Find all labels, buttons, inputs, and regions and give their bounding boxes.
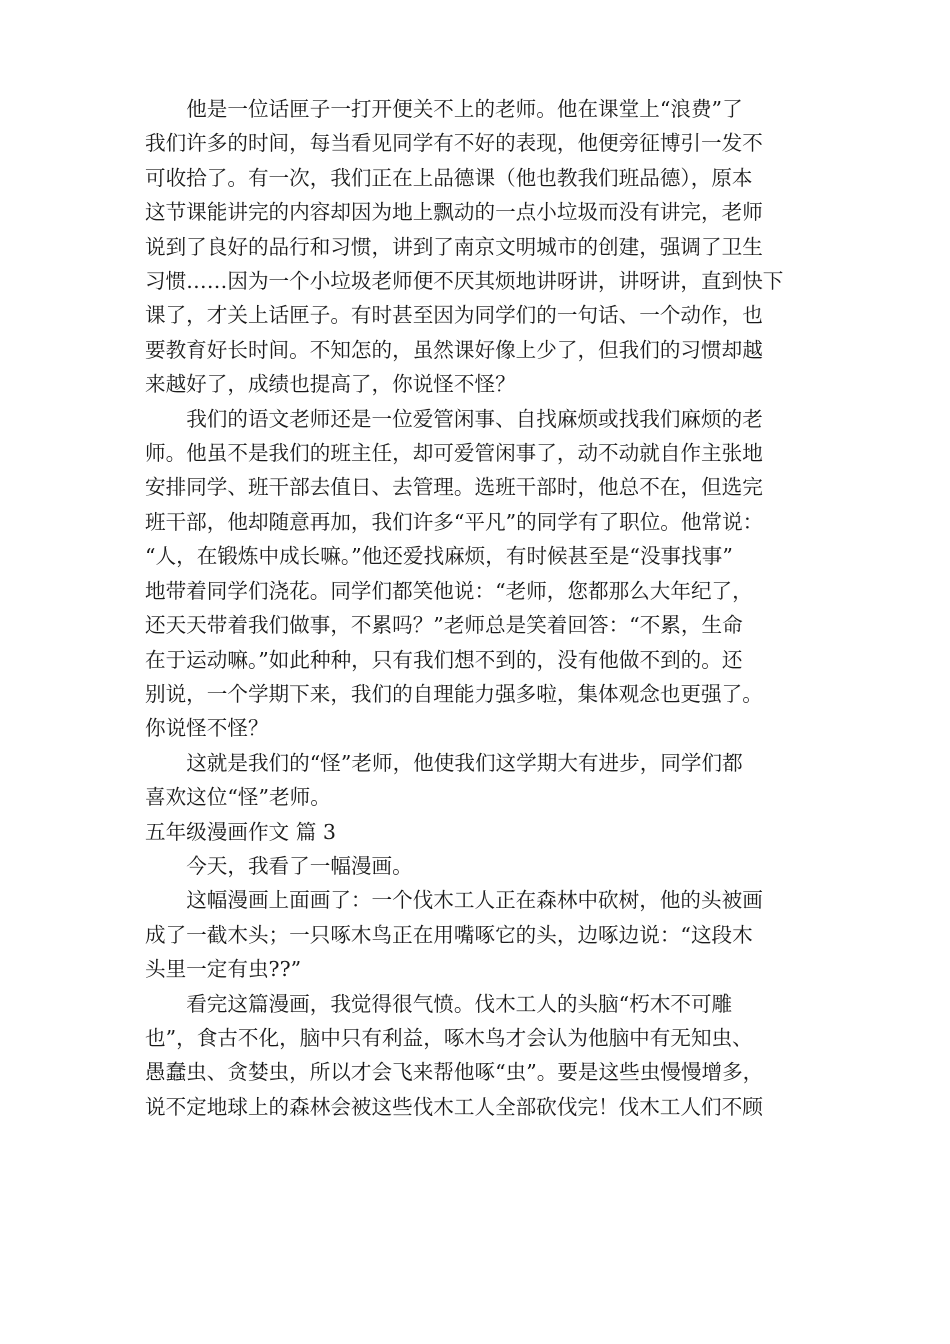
text-line: 成了一截木头；一只啄木鸟正在用嘴啄它的头，边啄边说：“这段木 (145, 922, 753, 947)
text-line: 师。他虽不是我们的班主任，却可爱管闲事了，动不动就自作主张地 (145, 441, 763, 466)
text-line: 来越好了，成绩也提高了，你说怪不怪？ (145, 372, 516, 397)
section-heading (145, 815, 845, 849)
text-line: 愚蠢虫、贪婪虫，所以才会飞来帮他啄“虫”。要是这些虫慢慢增多， (145, 1060, 764, 1085)
text-line: 我们的语文老师还是一位爱管闲事、自找麻烦或找我们麻烦的老 (186, 406, 763, 431)
text-line: 可收拾了。有一次，我们正在上品德课（他也教我们班品德），原本 (145, 165, 753, 190)
text-line: 头里一定有虫??” (145, 957, 302, 982)
text-line: 别说，一个学期下来，我们的自理能力强多啦，集体观念也更强了。 (145, 681, 763, 706)
paragraph-2 (145, 402, 845, 746)
text-line: 这节课能讲完的内容却因为地上飘动的一点小垃圾而没有讲完，老师 (145, 200, 763, 225)
text-line: 也”，食古不化，脑中只有利益，啄木鸟才会认为他脑中有无知虫、 (145, 1025, 753, 1050)
text-line: 这就是我们的“怪”老师，他使我们这学期大有进步，同学们都 (186, 750, 743, 775)
document-page (145, 92, 845, 1124)
paragraph-1 (145, 92, 845, 402)
text-line: 今天，我看了一幅漫画。 (186, 853, 413, 878)
text-line: 看完这篇漫画，我觉得很气愤。伐木工人的头脑“朽木不可雕 (186, 991, 733, 1016)
section-paragraph-1 (145, 849, 845, 883)
text-line: 还天天带着我们做事，不累吗？”老师总是笑着回答：“不累，生命 (145, 613, 743, 638)
text-line: 班干部，他却随意再加，我们许多“平凡”的同学有了职位。他常说： (145, 509, 764, 534)
text-line: 课了，才关上话匣子。有时甚至因为同学们的一句话、一个动作，也 (145, 303, 763, 328)
text-line: “人，在锻炼中成长嘛。”他还爱找麻烦，有时候甚至是“没事找事” (145, 544, 733, 569)
text-line: 安排同学、班干部去值日、去管理。选班干部时，他总不在，但选完 (145, 475, 763, 500)
paragraph-3 (145, 746, 845, 815)
text-line: 要教育好长时间。不知怎的，虽然课好像上少了，但我们的习惯却越 (145, 337, 763, 362)
section-paragraph-3 (145, 987, 845, 1125)
text-line: 说到了良好的品行和习惯，讲到了南京文明城市的创建，强调了卫生 (145, 234, 763, 259)
text-line: 喜欢这位“怪”老师。 (145, 785, 331, 810)
text-line: 他是一位话匣子一打开便关不上的老师。他在课堂上“浪费”了 (186, 97, 743, 121)
text-line: 你说怪不怪？ (145, 716, 269, 741)
section-heading-text: 五年级漫画作文 篇 3 (145, 819, 336, 844)
text-line: 说不定地球上的森林会被这些伐木工人全部砍伐完！伐木工人们不顾 (145, 1094, 763, 1119)
text-line: 在于运动嘛。”如此种种，只有我们想不到的，没有他做不到的。还 (145, 647, 743, 672)
text-line: 这幅漫画上面画了：一个伐木工人正在森林中砍树，他的头被画 (186, 888, 763, 913)
section-paragraph-2 (145, 883, 845, 986)
text-line: 地带着同学们浇花。同学们都笑他说：“老师，您都那么大年纪了， (145, 578, 753, 603)
text-line: 习惯……因为一个小垃圾老师便不厌其烦地讲呀讲，讲呀讲，直到快下 (145, 269, 784, 294)
text-line: 我们许多的时间，每当看见同学有不好的表现，他便旁征博引一发不 (145, 131, 763, 156)
